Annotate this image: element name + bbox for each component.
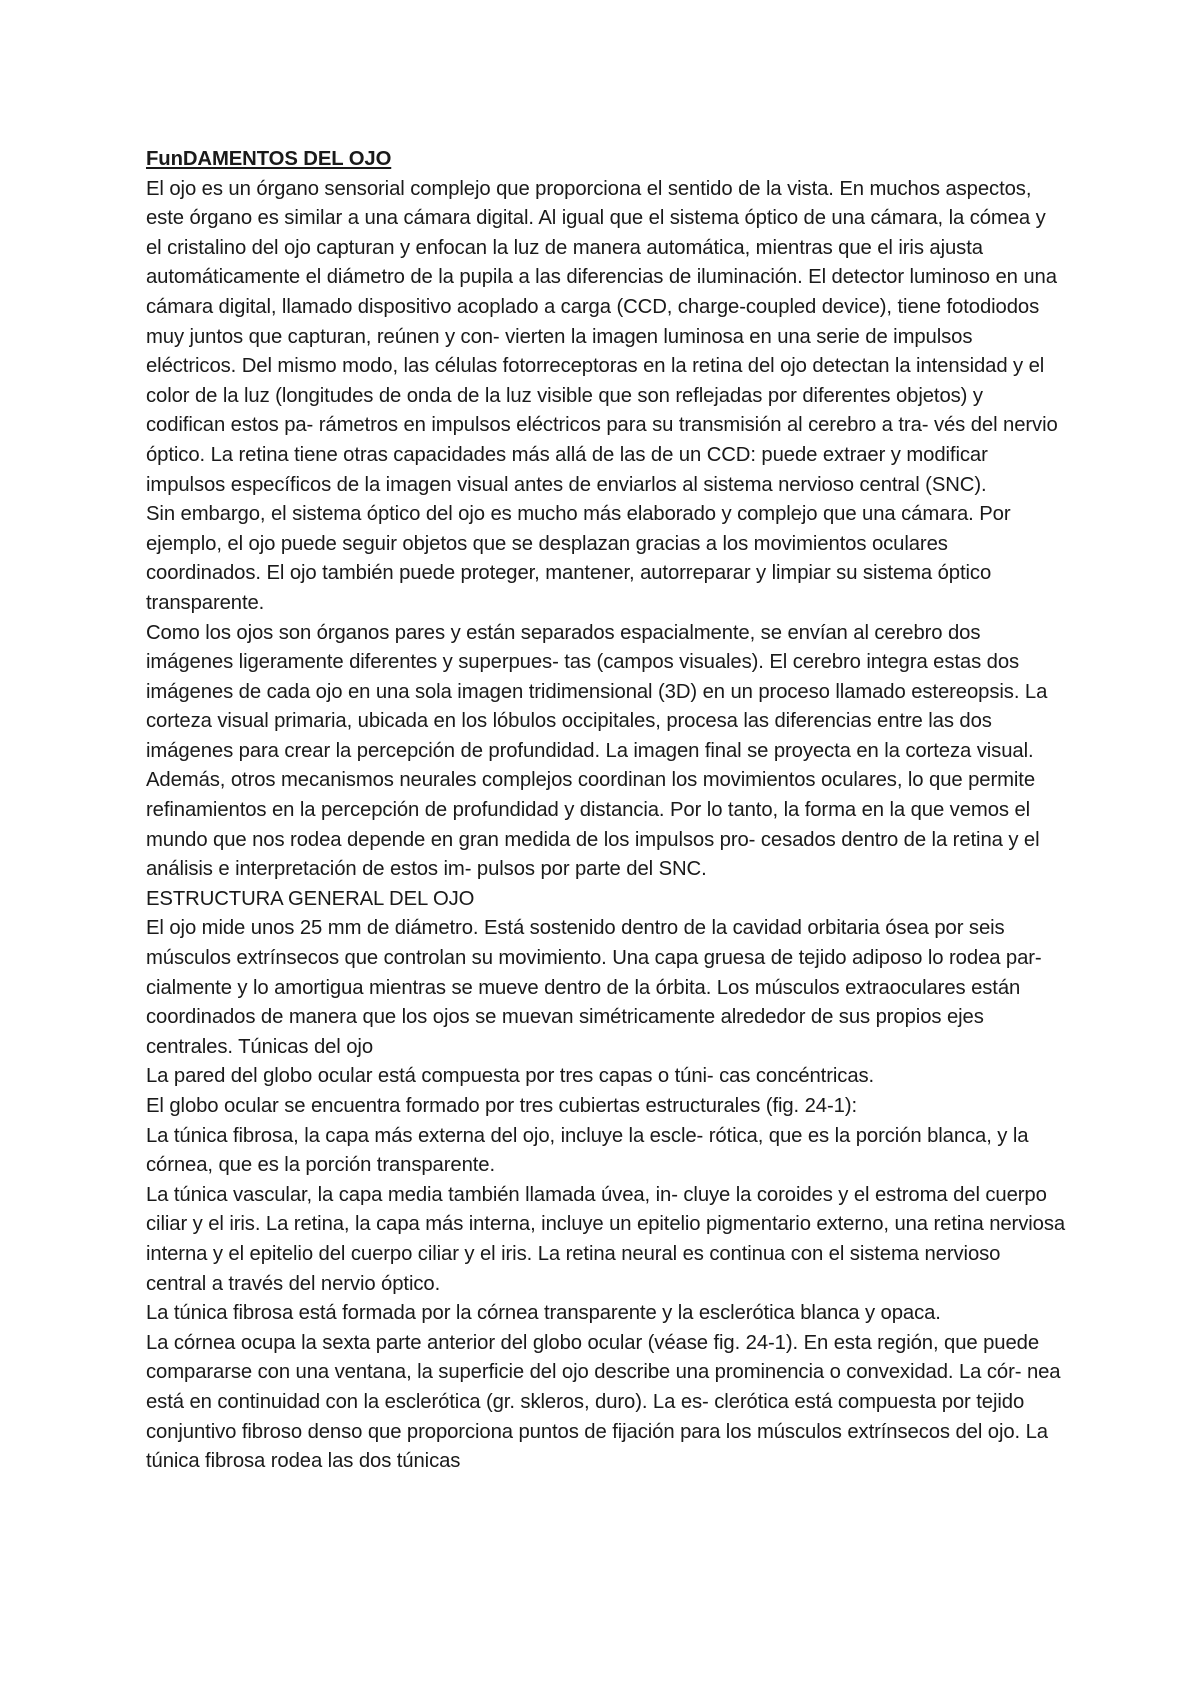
- document-page: [146, 145, 1066, 1477]
- paragraph-structural-covers: El globo ocular se encuentra formado por tres cubiertas estructurales (fig. 24-1):: [146, 1095, 858, 1117]
- paragraph-stereopsis: Como los ojos son órganos pares y están separados espacialmente, se envían al cerebro dos imágenes ligeramente diferentes y superpues- tas (campos visuales). El cerebro integra estas dos imágenes de cada ojo en una sola imagen tridimensional (3D) en un proceso llamado estereopsis. La corteza visual primaria, ubicada en los lóbulos occipitales, procesa las diferencias entre las dos imágenes para crear la percepción de profundidad. La imagen final se proyecta en la corteza visual. Además, otros mecanismos neurales complejos coordinan los movimientos oculares, lo que permite refinamientos en la percepción de profundidad y distancia. Por lo tanto, la forma en la que vemos el mundo que nos rodea depende en gran medida de los impulsos pro- cesados dentro de la retina y el análisis e interpretación de estos im- pulsos por parte del SNC.: [146, 621, 1048, 881]
- paragraph-fibrous-tunic: La túnica fibrosa, la capa más externa del ojo, incluye la escle- rótica, que es la porción blanca, y la córnea, que es la porción transparente.: [146, 1124, 1029, 1177]
- document-title: FunDAMENTOS DEL OJO: [146, 148, 392, 170]
- paragraph-optical-system: Sin embargo, el sistema óptico del ojo es mucho más elaborado y complejo que una cámara. Por ejemplo, el ojo puede seguir objetos que se desplazan gracias a los movimientos oculares coordinados. El ojo también puede proteger, mantener, autorreparar y limpiar su sistema óptico transparente.: [146, 503, 1011, 614]
- section-heading: ESTRUCTURA GENERAL DEL OJO: [146, 887, 475, 910]
- paragraph-cornea: La córnea ocupa la sexta parte anterior del globo ocular (véase fig. 24-1). En esta región, que puede compararse con una ventana, la superficie del ojo describe una prominencia o convexidad. La cór- nea está en continuidad con la esclerótica (gr. skleros, duro). La es- clerótica está compuesta por tejido conjuntivo fibroso denso que proporciona puntos de fijación para los músculos extrínsecos del ojo. La túnica fibrosa rodea las dos túnicas: [146, 1331, 1061, 1473]
- paragraph-vascular-tunic: La túnica vascular, la capa media también llamada úvea, in- cluye la coroides y el estroma del cuerpo ciliar y el iris. La retina, la capa más interna, incluye un epitelio pigmentario externo, una retina nerviosa interna y el epitelio del cuerpo ciliar y el iris. La retina neural es continua con el sistema nervioso central a través del nervio óptico.: [146, 1183, 1066, 1295]
- paragraph-intro: El ojo es un órgano sensorial complejo que proporciona el sentido de la vista. En muchos aspectos, este órgano es similar a una cámara digital. Al igual que el sistema óptico de una cámara, la cómea y el cristalino del ojo capturan y enfocan la luz de manera automática, mientras que el iris ajusta automáticamente el diámetro de la pupila a las diferencias de iluminación. El detector luminoso en una cámara digital, llamado dispositivo acoplado a carga (CCD, charge-coupled device), tiene fotodiodos muy juntos que capturan, reúnen y con- vierten la imagen luminosa en una serie de impulsos eléctricos. Del mismo modo, las células fotorreceptoras en la retina del ojo detectan la intensidad y el color de la luz (longitudes de onda de la luz visible que son reflejadas por diferentes objetos) y codifican estos pa- rámetros en impulsos eléctricos para su transmisión al cerebro a tra- vés del nervio óptico. La retina tiene otras capacidades más allá de las de un CCD: puede extraer y modificar impulsos específicos de la imagen visual antes de enviarlos al sistema nervioso central (SNC).: [146, 177, 1058, 496]
- paragraph-wall-layers: La pared del globo ocular está compuesta por tres capas o túni- cas concéntricas.: [146, 1065, 875, 1088]
- paragraph-fibrous-composition: La túnica fibrosa está formada por la córnea transparente y la esclerótica blanca y opaca.: [146, 1302, 941, 1325]
- paragraph-eye-size: El ojo mide unos 25 mm de diámetro. Está sostenido dentro de la cavidad orbitaria ósea por seis músculos extrínsecos que controlan su movimiento. Una capa gruesa de tejido adiposo lo rodea par- cialmente y lo amortigua mientras se mueve dentro de la órbita. Los músculos extraoculares están coordinados de manera que los ojos se muevan simétricamente alrededor de sus propios ejes centrales. Túnicas del ojo: [146, 917, 1042, 1058]
